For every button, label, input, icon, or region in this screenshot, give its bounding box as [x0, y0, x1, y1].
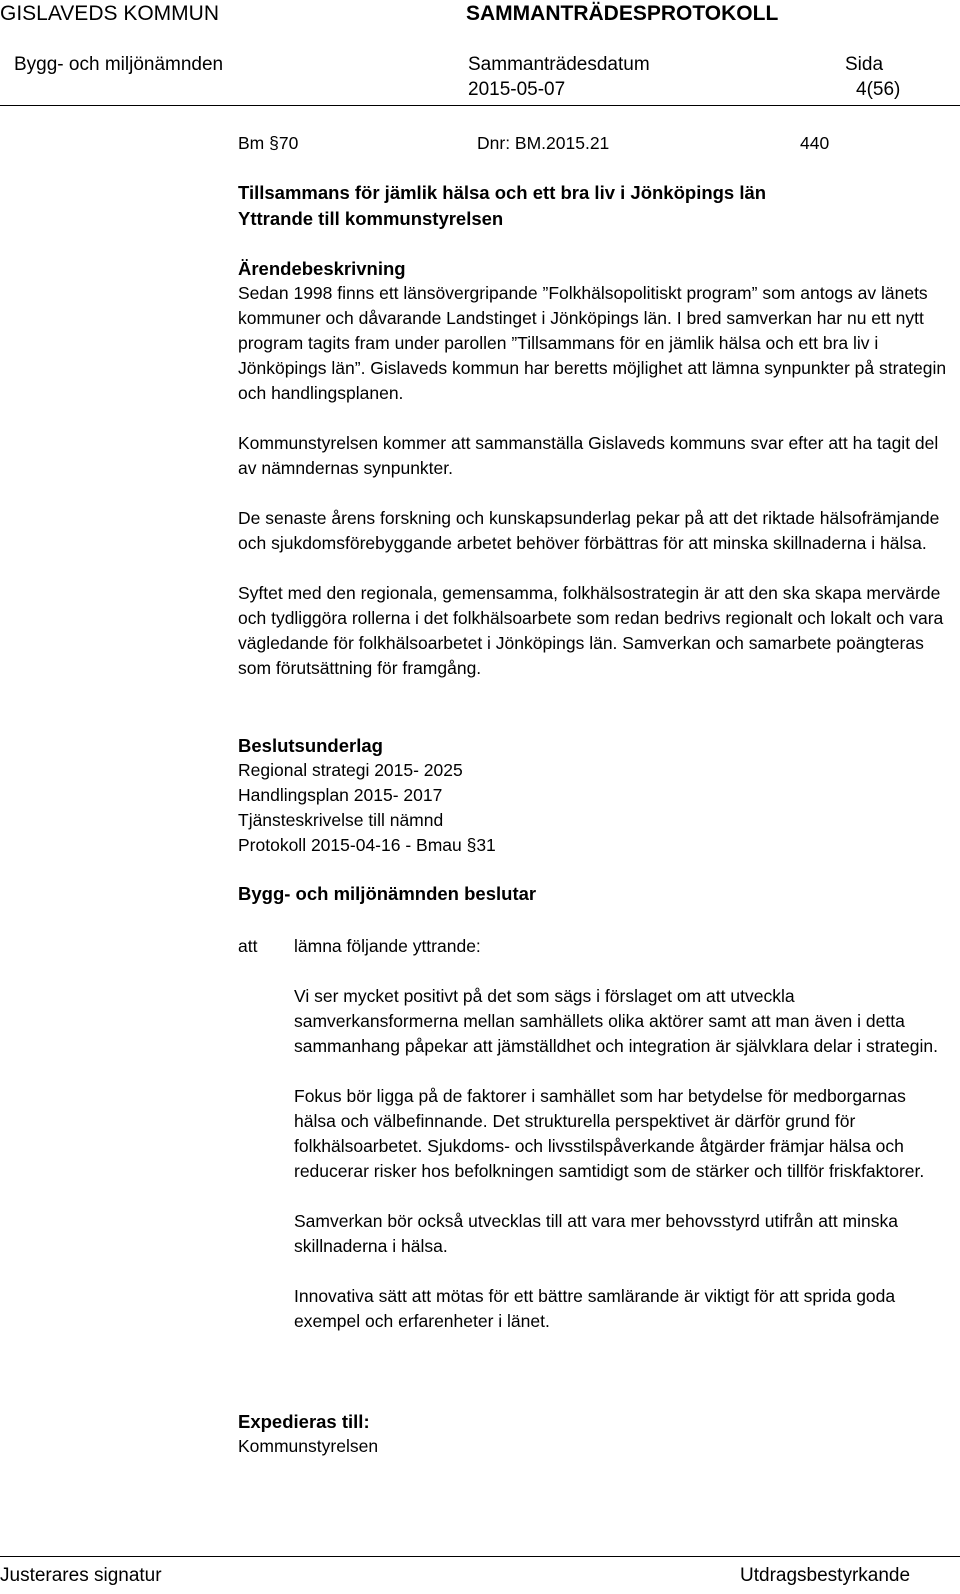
statement-paragraph: Vi ser mycket positivt på det som sägs i förslaget om att utveckla samverkansformerna mellan samhällets olika aktörer samt att man även i detta sammanhang påpekar att jämställdhet och integration är självklara delar i strategin. — [294, 986, 938, 1056]
decision-intro: lämna följande yttrande: — [294, 936, 481, 956]
excerpt-label: Utdragsbestyrkande — [740, 1565, 911, 1586]
statement-paragraph: Innovativa sätt att mötas för ett bättre samlärande är viktigt för att sprida goda exempel och erfarenheter i länet. — [294, 1286, 896, 1331]
dispatch-heading: Expedieras till: — [238, 1411, 370, 1432]
case-code: 440 — [800, 133, 830, 153]
description-paragraph: Syftet med den regionala, gemensamma, folkhälsostrategin är att den ska skapa mervärde och tydliggöra rollerna i det folkhälsoarbete som redan bedrivs regionalt och lokalt och vara vägledande för folkhälsoarbetet i Jönköpings län. Samverkan och samarbete poängteras som förutsättning för framgång. — [238, 583, 944, 678]
basis-section — [238, 733, 950, 858]
basis-item: Regional strategi 2015- 2025 — [238, 760, 463, 780]
dispatch-section — [238, 1409, 950, 1459]
basis-item: Protokoll 2015-04-16 - Bmau §31 — [238, 835, 496, 855]
statement-paragraph: Samverkan bör också utvecklas till att vara mer behovsstyrd utifrån att minska skillnaderna i hälsa. — [294, 1211, 898, 1256]
basis-item: Handlingsplan 2015- 2017 — [238, 785, 443, 805]
statement-paragraph: Fokus bör ligga på de faktorer i samhället som har betydelse för medborgarnas hälsa och välbefinnande. Det strukturella perspektivet är därför grund för folkhälsoarbetet. Sjukdoms- och livsstilspåverkande åtgärder främjar hälsa och reducerar risker hos befolkningen samtidigt som de stärker och tillför friskfaktorer. — [294, 1086, 925, 1181]
organization-name: GISLAVEDS KOMMUN — [0, 2, 219, 25]
statement-block — [294, 984, 950, 1334]
decision-heading: Bygg- och miljönämnden beslutar — [238, 883, 537, 904]
decision-marker: att — [238, 936, 258, 956]
description-heading: Ärendebeskrivning — [238, 258, 406, 279]
footer-rule — [0, 1556, 960, 1557]
basis-item: Tjänsteskrivelse till nämnd — [238, 810, 444, 830]
meeting-date-label: Sammanträdesdatum — [468, 54, 650, 75]
dispatch-recipient: Kommunstyrelsen — [238, 1436, 379, 1456]
case-paragraph: Bm §70 — [238, 133, 299, 153]
case-title: Tillsammans för jämlik hälsa och ett bra liv i Jönköpings län — [238, 182, 767, 203]
committee-name: Bygg- och miljönämnden — [14, 54, 224, 75]
case-subtitle: Yttrande till kommunstyrelsen — [238, 208, 504, 229]
meeting-date: 2015-05-07 — [468, 79, 566, 100]
document-type: SAMMANTRÄDESPROTOKOLL — [466, 2, 779, 25]
header-rule — [0, 105, 960, 106]
page-label: Sida — [845, 54, 884, 75]
page-number: 4(56) — [856, 79, 901, 100]
diary-number: Dnr: BM.2015.21 — [477, 133, 610, 153]
basis-heading: Beslutsunderlag — [238, 735, 383, 756]
description-paragraph: De senaste årens forskning och kunskapsunderlag pekar på att det riktade hälsofrämjande och sjukdomsförebyggande arbetet behöver förbättras för att minska skillnaderna i hälsa. — [238, 508, 940, 553]
description-paragraph: Sedan 1998 finns ett länsövergripande ”Folkhälsopolitiskt program” som antogs av länets kommuner och dåvarande Landstinget i Jönköpings län. I bred samverkan har nu ett nytt program tagits fram under parollen ”Tillsammans för en jämlik hälsa och ett bra liv i Jönköpings län”. Gislaveds kommun har beretts möjlighet att lämna synpunkter på strategin och handlingsplanen. — [238, 283, 947, 403]
description-section — [238, 256, 950, 681]
signature-label: Justerares signatur — [0, 1565, 162, 1586]
description-paragraph: Kommunstyrelsen kommer att sammanställa Gislaveds kommuns svar efter att ha tagit del av nämndernas synpunkter. — [238, 433, 939, 478]
